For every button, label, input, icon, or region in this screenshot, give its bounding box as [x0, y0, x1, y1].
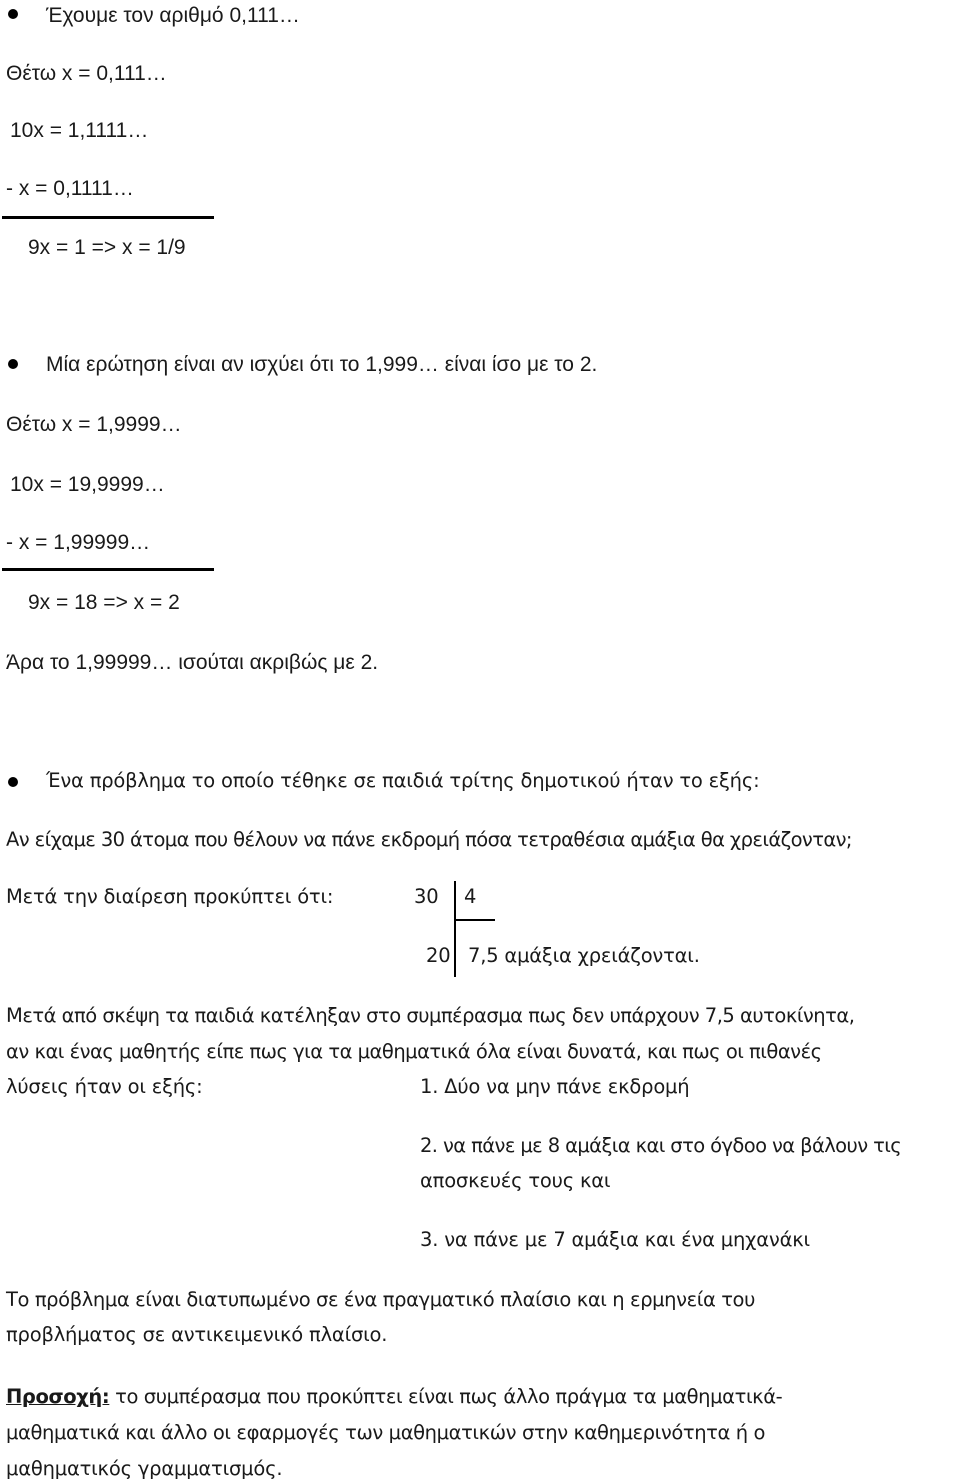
- division-horizontal-line: [455, 919, 495, 921]
- section1-line3: - x = 0,1111…: [6, 177, 134, 200]
- bullet-icon: [8, 9, 18, 19]
- section1-line2: 10x = 1,1111…: [10, 119, 149, 142]
- section2-line3: - x = 1,99999…: [6, 531, 151, 554]
- bullet-icon: [8, 777, 18, 787]
- paragraph-line: Το πρόβλημα είναι διατυπωμένο σε ένα πραγματικό πλαίσιο και η ερμηνεία του: [6, 1288, 755, 1311]
- paragraph-line: αν και ένας μαθητής είπε πως για τα μαθηματικά όλα είναι δυνατά, και πως οι πιθανές: [6, 1040, 822, 1063]
- equation-rule: [2, 568, 214, 571]
- section2-intro: Μία ερώτηση είναι αν ισχύει ότι το 1,999… είναι ίσο με το 2.: [46, 353, 598, 376]
- division-label: Μετά την διαίρεση προκύπτει ότι:: [6, 885, 334, 908]
- paragraph-line: λύσεις ήταν οι εξής:: [6, 1075, 203, 1098]
- section3-intro: Ένα πρόβλημα το οποίο τέθηκε σε παιδιά τρίτης δημοτικού ήταν το εξής:: [46, 769, 760, 792]
- section2-line2: 10x = 19,9999…: [10, 473, 165, 496]
- division-divisor: 4: [464, 885, 477, 908]
- division-dividend: 30: [414, 885, 439, 908]
- solution-2: 2. να πάνε με 8 αμάξια και στο όγδοο να βάλουν τις: [420, 1134, 902, 1157]
- bullet-icon: [8, 359, 18, 369]
- section1-intro: Έχουμε τον αριθμό 0,111…: [46, 4, 300, 27]
- note-text: το συμπέρασμα που προκύπτει είναι πως άλλο πράγμα τα μαθηματικά-: [109, 1385, 783, 1408]
- section3-question: Αν είχαμε 30 άτομα που θέλουν να πάνε εκδρομή πόσα τετραθέσια αμάξια θα χρειάζονταν;: [6, 828, 852, 851]
- note-line-3: μαθηματικός γραμματισμός.: [6, 1457, 283, 1480]
- solution-1: 1. Δύο να μην πάνε εκδρομή: [420, 1075, 690, 1098]
- division-remainder: 20: [426, 944, 451, 967]
- section2-result: 9x = 18 => x = 2: [28, 591, 180, 614]
- division-vertical-line: [454, 881, 456, 977]
- paragraph-line: Μετά από σκέψη τα παιδιά κατέληξαν στο συμπέρασμα πως δεν υπάρχουν 7,5 αυτοκίνητα,: [6, 1004, 855, 1027]
- note-line-2: μαθηματικά και άλλο οι εφαρμογές των μαθηματικών στην καθημερινότητα ή ο: [6, 1421, 766, 1444]
- solution-2-continued: αποσκευές τους και: [420, 1169, 611, 1192]
- section1-line1: Θέτω x = 0,111…: [6, 62, 167, 85]
- section1-result: 9x = 1 => x = 1/9: [28, 236, 186, 259]
- solution-3: 3. να πάνε με 7 αμάξια και ένα μηχανάκι: [420, 1228, 810, 1251]
- paragraph-line: προβλήματος σε αντικειμενικό πλαίσιο.: [6, 1323, 388, 1346]
- section2-conclusion: Άρα το 1,99999… ισούται ακριβώς με 2.: [6, 651, 379, 674]
- note-label: Προσοχή:: [6, 1385, 110, 1408]
- equation-rule: [2, 216, 214, 219]
- division-quotient: 7,5 αμάξια χρειάζονται.: [468, 944, 700, 967]
- section2-line1: Θέτω x = 1,9999…: [6, 413, 182, 436]
- note-line-1: [6, 1387, 782, 1407]
